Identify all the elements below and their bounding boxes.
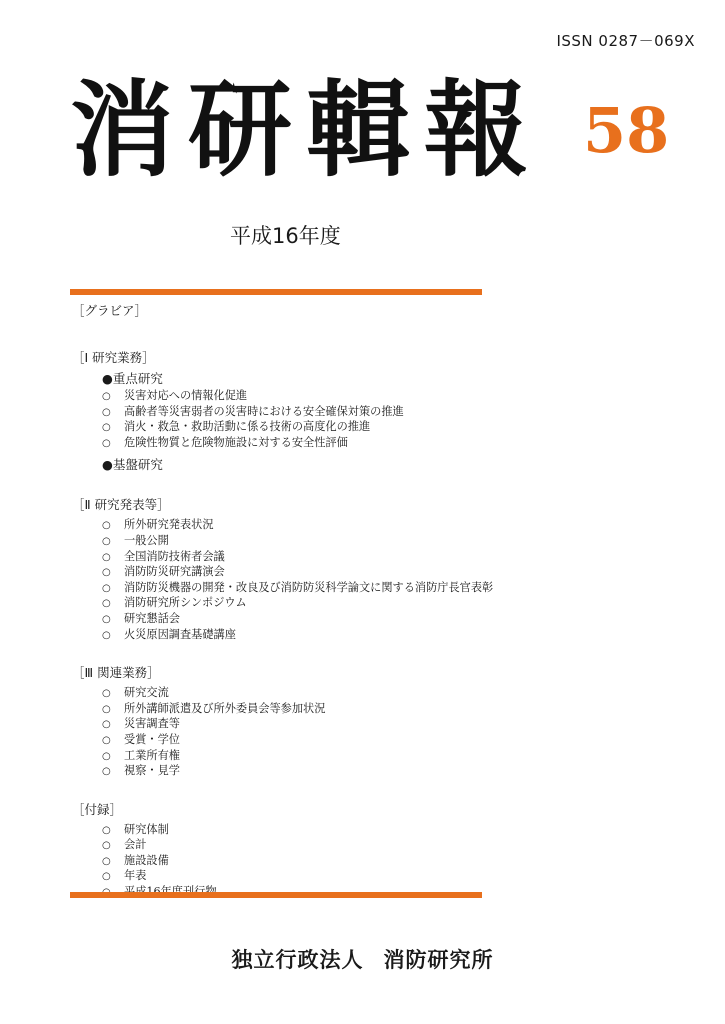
list-item: ○ 災害調査等 — [72, 716, 512, 732]
list-item: ○ 消防研究所シンポジウム — [72, 595, 512, 611]
list-item: ○ 視察・見学 — [72, 763, 512, 779]
circle-bullet-icon: ○ — [102, 567, 111, 579]
fiscal-year: 平成16年度 — [230, 224, 341, 248]
issn-number: ISSN 0287－069X — [556, 32, 695, 50]
basic-research-label: ●基盤研究 — [102, 457, 163, 473]
publisher — [0, 944, 725, 974]
list-item: ○ 所外研究発表状況 — [72, 517, 512, 533]
list-item: ○ 高齢者等災害弱者の災害時における安全確保対策の推進 — [72, 404, 512, 420]
circle-bullet-icon: ○ — [102, 734, 111, 746]
circle-bullet-icon: ○ — [102, 688, 111, 700]
section-research-work — [72, 349, 512, 474]
circle-bullet-icon: ○ — [102, 551, 111, 563]
list-item: ○ 受賞・学位 — [72, 732, 512, 748]
circle-bullet-icon: ○ — [102, 840, 111, 852]
circle-bullet-icon: ○ — [102, 391, 111, 402]
publisher-type: 独立行政法人 — [231, 948, 364, 972]
table-of-contents — [72, 302, 512, 900]
list-item: ○ 消火・救急・救助活動に係る技術の高度化の推進 — [72, 419, 512, 435]
list-item: ○ 消防防災機器の開発・改良及び消防防災科学論文に関する消防庁長官表彰 — [72, 580, 512, 596]
circle-bullet-icon: ○ — [102, 406, 111, 418]
circle-bullet-icon: ○ — [102, 598, 111, 610]
list-item: ○ 工業所有権 — [72, 748, 512, 764]
bottom-orange-rule — [70, 892, 482, 898]
circle-bullet-icon: ○ — [102, 613, 111, 625]
circle-bullet-icon: ○ — [102, 629, 111, 641]
journal-title: 消研輯報 — [70, 68, 543, 191]
circle-bullet-icon: ○ — [102, 750, 111, 762]
list-item: ○ 年表 — [72, 868, 512, 884]
section-heading: ［Ⅰ 研究業務］ — [72, 350, 155, 365]
circle-bullet-icon: ○ — [102, 719, 111, 731]
list-item: ○ 火災原因調査基礎講座 — [72, 627, 512, 643]
list-item: ○ 一般公開 — [72, 533, 512, 549]
circle-bullet-icon: ○ — [102, 871, 111, 883]
circle-bullet-icon: ○ — [102, 520, 111, 532]
circle-bullet-icon: ○ — [102, 703, 111, 715]
circle-bullet-icon: ○ — [102, 824, 111, 836]
section-appendix — [72, 801, 512, 900]
circle-bullet-icon: ○ — [102, 535, 111, 547]
gravure-heading: ［グラビア］ — [72, 303, 148, 318]
publisher-name: 消防研究所 — [383, 948, 494, 972]
circle-bullet-icon: ○ — [102, 855, 111, 867]
section-heading: ［Ⅲ 関連業務］ — [72, 665, 160, 681]
circle-bullet-icon: ○ — [102, 766, 111, 778]
section-related-work — [72, 664, 512, 779]
list-item: ○ 所外講師派遣及び所外委員会等参加状況 — [72, 701, 512, 717]
priority-research-label: ●重点研究 — [102, 371, 163, 386]
list-item: ○ 研究体制 — [72, 822, 512, 838]
issue-number: 58 — [583, 94, 670, 167]
list-item: ○ 研究交流 — [72, 685, 512, 701]
section-presentations — [72, 496, 512, 642]
list-item: ○ 全国消防技術者会議 — [72, 549, 512, 565]
circle-bullet-icon: ○ — [102, 582, 111, 594]
list-item: ○ 会計 — [72, 837, 512, 853]
list-item: ○ 研究懇話会 — [72, 611, 512, 627]
circle-bullet-icon: ○ — [102, 422, 111, 434]
section-heading: ［Ⅱ 研究発表等］ — [72, 497, 170, 513]
circle-bullet-icon: ○ — [102, 437, 111, 449]
list-item: ○ 消防防災研究講演会 — [72, 564, 512, 580]
section-heading: ［付録］ — [72, 801, 123, 817]
list-item: ○ 災害対応への情報化促進 — [72, 388, 512, 404]
list-item: ○ 施設設備 — [72, 853, 512, 869]
top-orange-rule — [70, 289, 482, 295]
list-item: ○ 危険性物質と危険物施設に対する安全性評価 — [72, 435, 512, 451]
